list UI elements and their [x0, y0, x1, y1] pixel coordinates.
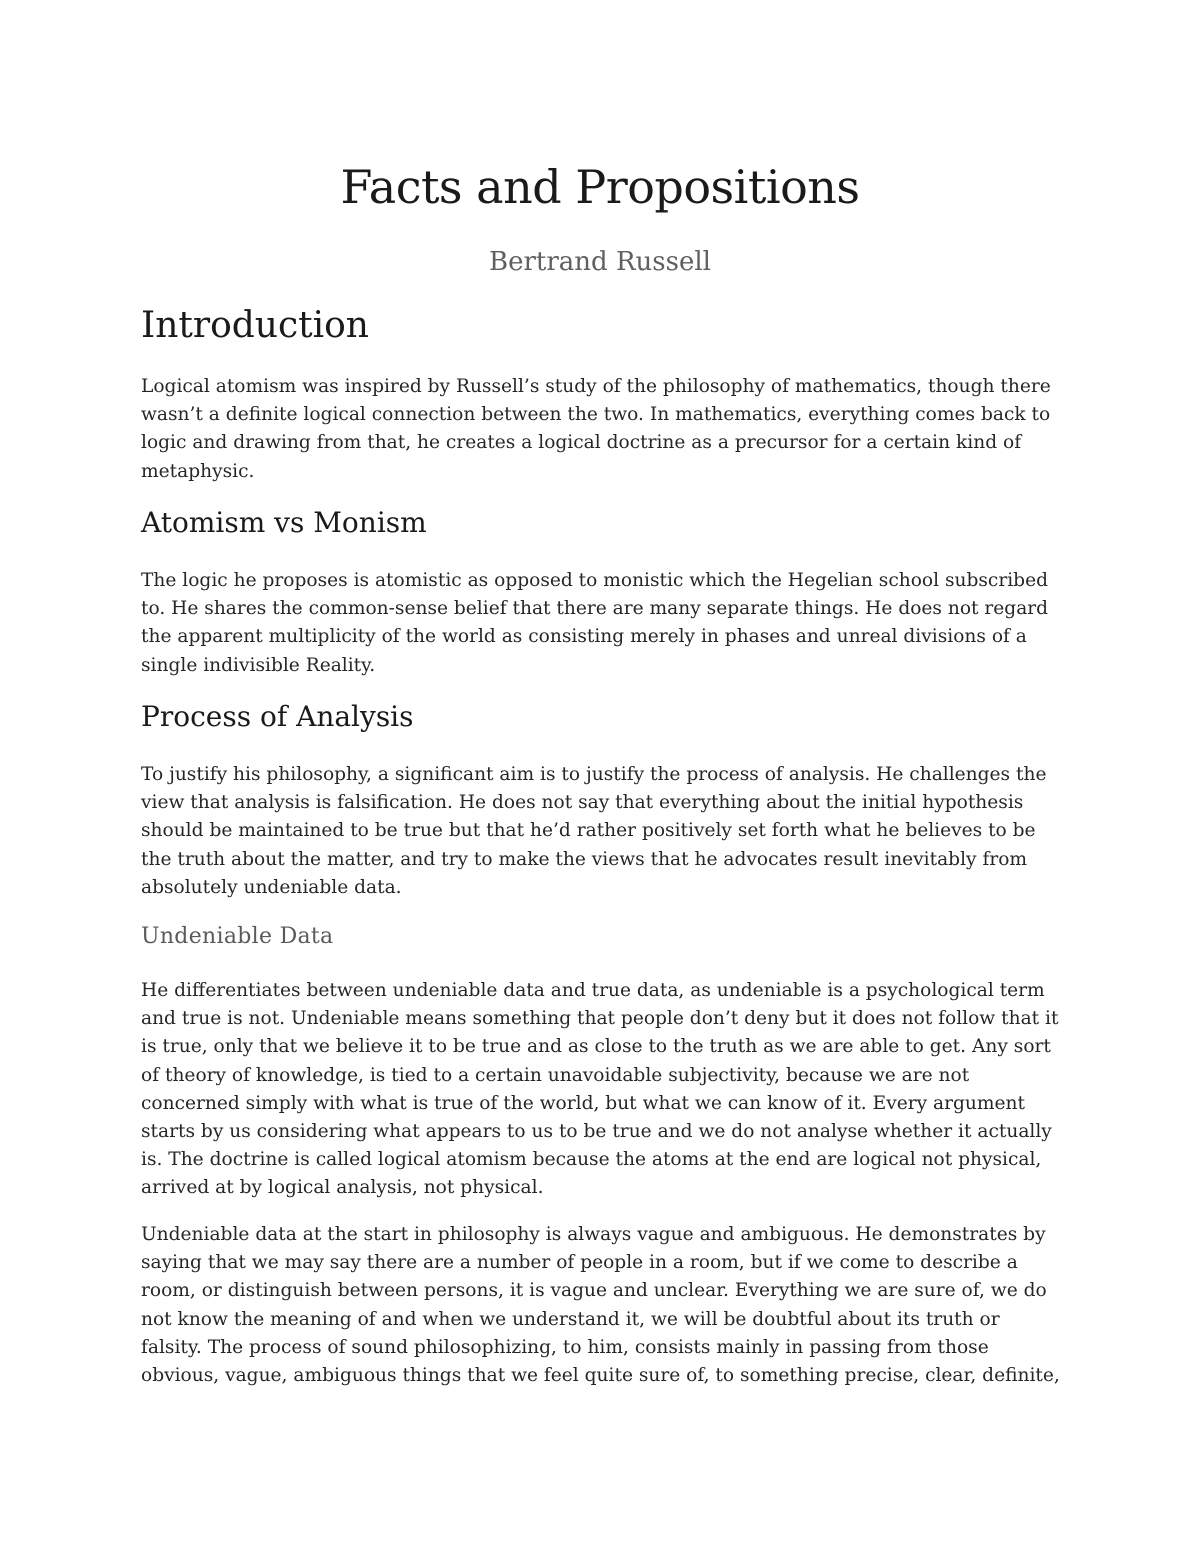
document-author: Bertrand Russell — [489, 247, 711, 277]
heading-atomism-vs-monism: Atomism vs Monism — [141, 506, 427, 539]
paragraph-undeniable-2: Undeniable data at the start in philosophy is always vague and ambiguous. He demonstrates by saying that we may say there are a number of people in a room, but if we come to describe a room, or distinguish between persons, it is vague and unclear. Everything we are sure of, we do not know the meaning of and when we understand it, we will be doubtful about its truth or falsity. The process of sound philosophizing, to him, consists mainly in passing from those obvious, vague, ambiguous things that we feel quite sure of, to something precise, clear, definite, — [141, 1224, 1060, 1387]
heading-undeniable-data: Undeniable Data — [141, 924, 334, 949]
heading-introduction: Introduction — [141, 305, 369, 346]
paragraph-analysis: To justify his philosophy, a significant aim is to justify the process of analysis. He challenges the view that analysis is falsification. He does not say that everything about the initial hypothesis should be maintained to be true but that he’d rather positively set forth what he believes to be the truth about the matter, and try to make the views that he advocates result inevitably from absolutely undeniable data. — [141, 764, 1047, 898]
heading-process-of-analysis: Process of Analysis — [141, 700, 414, 733]
paragraph-atomism: The logic he proposes is atomistic as opposed to monistic which the Hegelian school subscribed to. He shares the common-sense belief that there are many separate things. He does not regard the apparent multiplicity of the world as consisting merely in phases and unreal divisions of a single indivisible Reality. — [141, 570, 1049, 676]
paragraph-introduction: Logical atomism was inspired by Russell’s study of the philosophy of mathematics, though there wasn’t a definite logical connection between the two. In mathematics, everything comes back to logic and drawing from that, he creates a logical doctrine as a precursor for a certain kind of metaphysic. — [141, 376, 1051, 482]
paragraph-undeniable-1: He differentiates between undeniable data and true data, as undeniable is a psychological term and true is not. Undeniable means something that people don’t deny but it does not follow that it is true, only that we believe it to be true and as close to the truth as we are able to get. Any sort of theory of knowledge, is tied to a certain unavoidable subjectivity, because we are not concerned simply with what is true of the world, but what we can know of it. Every argument starts by us considering what appears to us to be true and we do not analyse whether it actually is. The doctrine is called logical atomism because the atoms at the end are logical not physical, arrived at by logical analysis, not physical. — [141, 980, 1059, 1199]
document-title: Facts and Propositions — [340, 160, 860, 214]
